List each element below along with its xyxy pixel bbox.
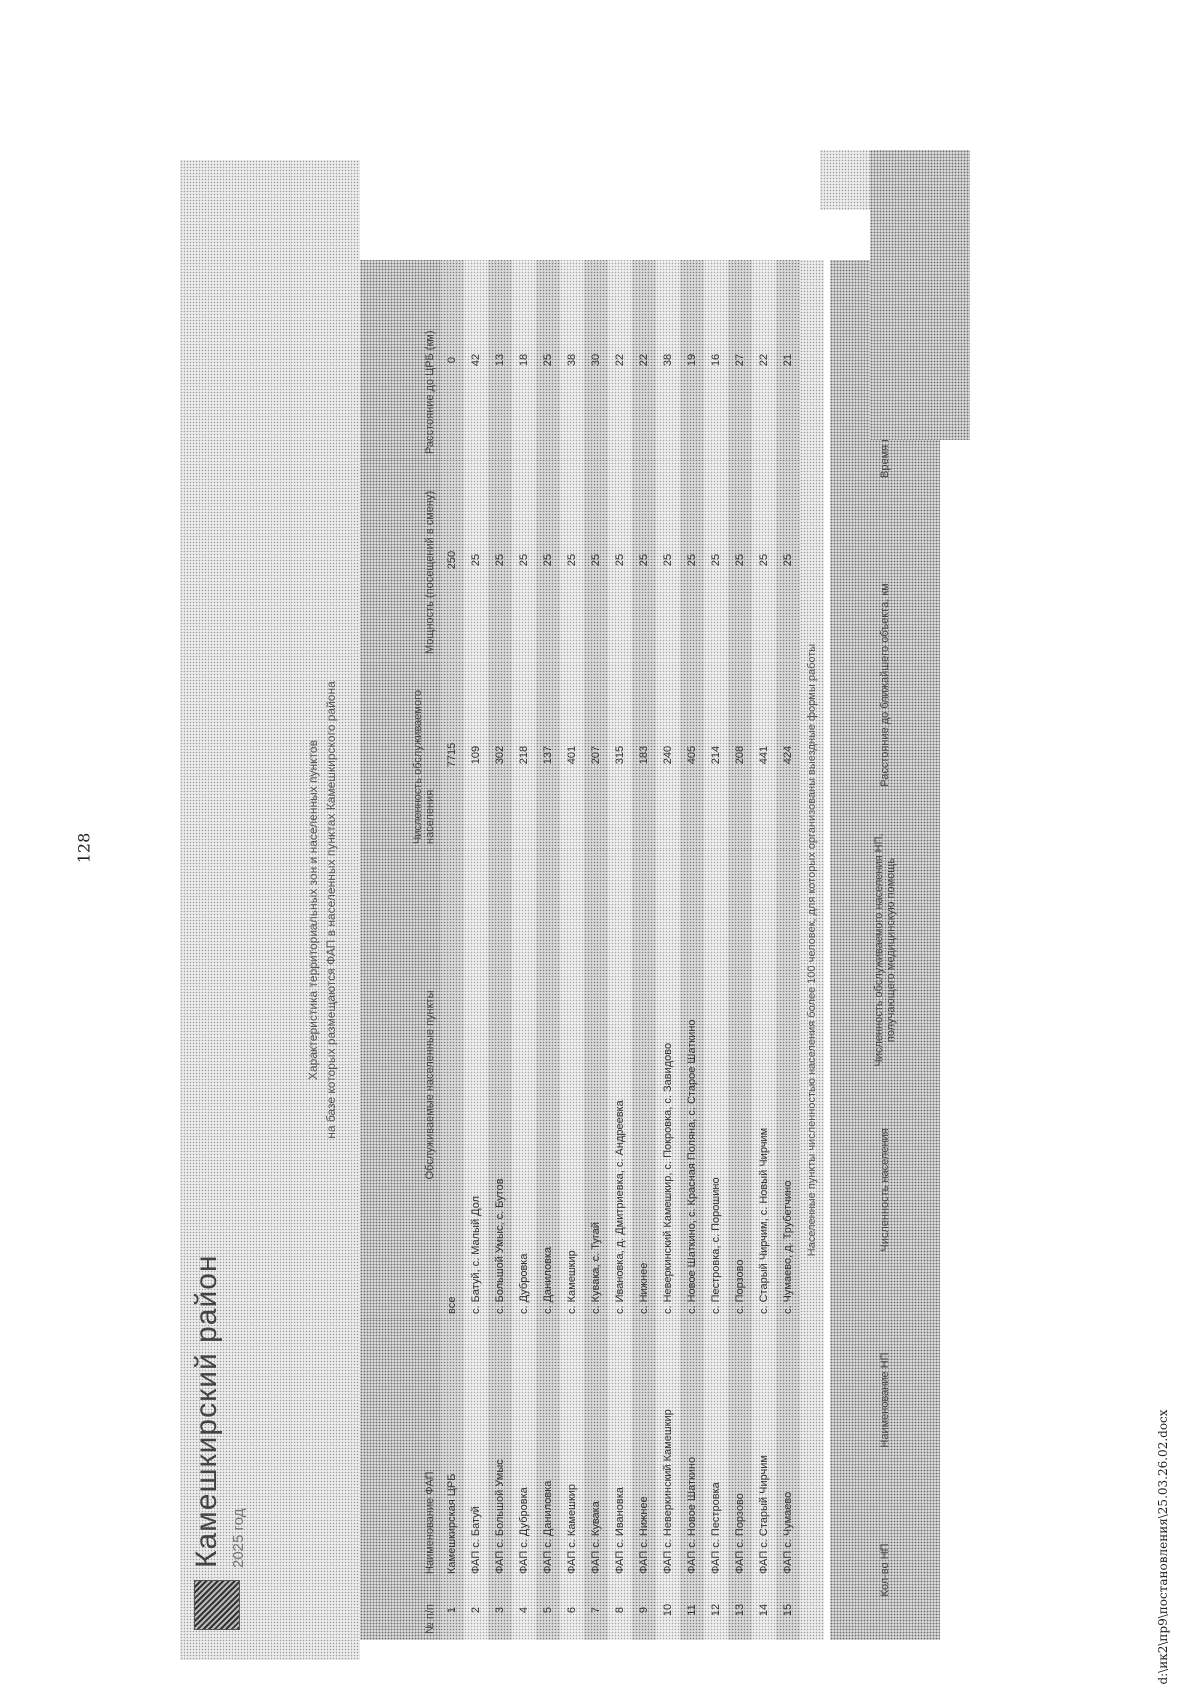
cell-population: 240 <box>656 660 680 850</box>
cell-fap: ФАП с. Кувака <box>584 1320 608 1580</box>
cell-fap: ФАП с. Порзово <box>728 1320 752 1580</box>
cell-index: 11 <box>680 1580 704 1640</box>
cell-population: 441 <box>752 660 776 850</box>
cell-index: 8 <box>608 1580 632 1640</box>
cell-settlements: с. Чумаево, д. Трубетчино <box>776 850 800 1320</box>
cell-capacity: 25 <box>752 460 776 660</box>
table-header-row <box>360 260 440 1640</box>
column-header: Мощность (посещений в смену) <box>360 460 440 660</box>
cell-fap: ФАП с. Батуй <box>464 1320 488 1580</box>
table-row <box>704 260 728 1640</box>
corner-shaded-box <box>820 150 870 210</box>
legend-cell: Наименование НП <box>879 1352 891 1448</box>
cell-distance: 13 <box>488 260 512 460</box>
legend-cell: Кол-во НП <box>879 1543 891 1597</box>
table-row <box>584 260 608 1640</box>
table-row <box>608 260 632 1640</box>
cell-population: 207 <box>584 660 608 850</box>
cell-capacity: 25 <box>680 460 704 660</box>
cell-settlements: с. Нижнее <box>632 850 656 1320</box>
data-table <box>360 260 800 1640</box>
cell-population: 405 <box>680 660 704 850</box>
cell-index: 15 <box>776 1580 800 1640</box>
cell-population: 109 <box>464 660 488 850</box>
column-header: Обслуживаемые населенные пункты <box>360 850 440 1320</box>
cell-distance: 22 <box>632 260 656 460</box>
column-header: Численность обслуживаемого населения <box>360 660 440 850</box>
cell-distance: 22 <box>752 260 776 460</box>
cell-index: 6 <box>560 1580 584 1640</box>
cell-fap: ФАП с. Старый Чирчим <box>752 1320 776 1580</box>
page-number: 128 <box>74 832 94 864</box>
title-line-1: Характеристика территориальных зон и населенных пунктов <box>306 740 320 1080</box>
cell-population: 7715 <box>440 660 464 850</box>
table-row <box>728 260 752 1640</box>
cell-distance: 25 <box>536 260 560 460</box>
district-emblem-icon <box>194 1580 240 1630</box>
table-title <box>290 160 360 1660</box>
legend-cell: Численность населения <box>879 1128 891 1252</box>
table-row <box>776 260 800 1640</box>
cell-index: 3 <box>488 1580 512 1640</box>
cell-settlements: с. Новое Шаткино, с. Красная Поляна, с. Старое Шаткино <box>680 850 704 1320</box>
district-year: 2025 год <box>230 1508 247 1568</box>
cell-fap: ФАП с. Чумаево <box>776 1320 800 1580</box>
cell-fap: ФАП с. Неверкинский Камешкир <box>656 1320 680 1580</box>
cell-population: 208 <box>728 660 752 850</box>
corner-shaded-box <box>870 150 970 440</box>
cell-capacity: 25 <box>704 460 728 660</box>
title-line-2: на базе которых размещаются ФАП в населенных пунктах Камешкирского района <box>324 681 338 1139</box>
cell-population: 137 <box>536 660 560 850</box>
cell-fap: ФАП с. Новое Шаткино <box>680 1320 704 1580</box>
cell-capacity: 25 <box>728 460 752 660</box>
column-header: Наименование ФАП <box>360 1320 440 1580</box>
table-row <box>488 260 512 1640</box>
cell-fap: ФАП с. Большой Умыс <box>488 1320 512 1580</box>
cell-index: 12 <box>704 1580 728 1640</box>
cell-population: 218 <box>512 660 536 850</box>
cell-capacity: 25 <box>464 460 488 660</box>
cell-capacity: 25 <box>512 460 536 660</box>
cell-index: 14 <box>752 1580 776 1640</box>
cell-index: 13 <box>728 1580 752 1640</box>
table-row <box>536 260 560 1640</box>
cell-distance: 38 <box>560 260 584 460</box>
cell-distance: 38 <box>656 260 680 460</box>
cell-fap: ФАП с. Дубровка <box>512 1320 536 1580</box>
cell-distance: 0 <box>440 260 464 460</box>
cell-population: 315 <box>608 660 632 850</box>
legend-cell: Численность обслуживаемого населения НП, получающего медицинскую помощь <box>873 833 897 1067</box>
cell-population: 424 <box>776 660 800 850</box>
cell-index: 5 <box>536 1580 560 1640</box>
table-row <box>440 260 464 1640</box>
cell-capacity: 25 <box>632 460 656 660</box>
table-row <box>680 260 704 1640</box>
cell-index: 9 <box>632 1580 656 1640</box>
cell-settlements: с. Пестровка, с. Порошино <box>704 850 728 1320</box>
cell-index: 10 <box>656 1580 680 1640</box>
cell-population: 214 <box>704 660 728 850</box>
cell-settlements: с. Неверкинский Камешкир, с. Покровка, с. Завидово <box>656 850 680 1320</box>
footnote: Населенные пункты численностью населения более 100 человек, для которых организованы выездные формы работы <box>800 260 824 1640</box>
cell-population: 302 <box>488 660 512 850</box>
cell-fap: Камешкирская ЦРБ <box>440 1320 464 1580</box>
table-row <box>560 260 584 1640</box>
cell-settlements: с. Дубровка <box>512 850 536 1320</box>
cell-distance: 42 <box>464 260 488 460</box>
cell-capacity: 25 <box>560 460 584 660</box>
table-row <box>752 260 776 1640</box>
cell-index: 1 <box>440 1580 464 1640</box>
table-row <box>464 260 488 1640</box>
cell-distance: 30 <box>584 260 608 460</box>
cell-index: 2 <box>464 1580 488 1640</box>
cell-capacity: 25 <box>536 460 560 660</box>
cell-settlements: с. Ивановка, д. Дмитриевка, с. Андреевка <box>608 850 632 1320</box>
cell-distance: 27 <box>728 260 752 460</box>
cell-settlements: с. Батуй, с. Малый Дол <box>464 850 488 1320</box>
cell-capacity: 250 <box>440 460 464 660</box>
cell-distance: 18 <box>512 260 536 460</box>
cell-settlements: с. Кувака, с. Тугай <box>584 850 608 1320</box>
cell-population: 401 <box>560 660 584 850</box>
legend-cell: Расстояние до ближайшего объекта, км <box>879 583 891 787</box>
cell-settlements: с. Камешкир <box>560 850 584 1320</box>
cell-fap: ФАП с. Ивановка <box>608 1320 632 1580</box>
cell-index: 7 <box>584 1580 608 1640</box>
table-row <box>632 260 656 1640</box>
cell-capacity: 25 <box>776 460 800 660</box>
cell-distance: 19 <box>680 260 704 460</box>
district-title: Камешкирский район <box>190 1254 223 1568</box>
cell-distance: 21 <box>776 260 800 460</box>
cell-settlements: с. Старый Чирчим, с. Новый Чирчим <box>752 850 776 1320</box>
cell-population: 183 <box>632 660 656 850</box>
cell-distance: 16 <box>704 260 728 460</box>
cell-index: 4 <box>512 1580 536 1640</box>
header-band <box>180 160 290 1660</box>
cell-distance: 22 <box>608 260 632 460</box>
table-row <box>512 260 536 1640</box>
cell-capacity: 25 <box>656 460 680 660</box>
cell-fap: ФАП с. Даниловка <box>536 1320 560 1580</box>
file-path-footer: d:\ик2\пр9\постановления\25.03.26.02.docx <box>1156 1409 1170 1685</box>
column-header: Расстояние до ЦРБ (км) <box>360 260 440 460</box>
column-header: № п/п <box>360 1580 440 1640</box>
cell-fap: ФАП с. Камешкир <box>560 1320 584 1580</box>
cell-capacity: 25 <box>584 460 608 660</box>
cell-settlements: с. Даниловка <box>536 850 560 1320</box>
cell-settlements: с. Большой Умыс, с. Бутов <box>488 850 512 1320</box>
cell-fap: ФАП с. Пестровка <box>704 1320 728 1580</box>
cell-capacity: 25 <box>608 460 632 660</box>
cell-capacity: 25 <box>488 460 512 660</box>
cell-settlements: с. Порзово <box>728 850 752 1320</box>
cell-fap: ФАП с. Нижнее <box>632 1320 656 1580</box>
table-row <box>656 260 680 1640</box>
cell-settlements: все <box>440 850 464 1320</box>
secondary-table-header <box>830 260 940 1640</box>
